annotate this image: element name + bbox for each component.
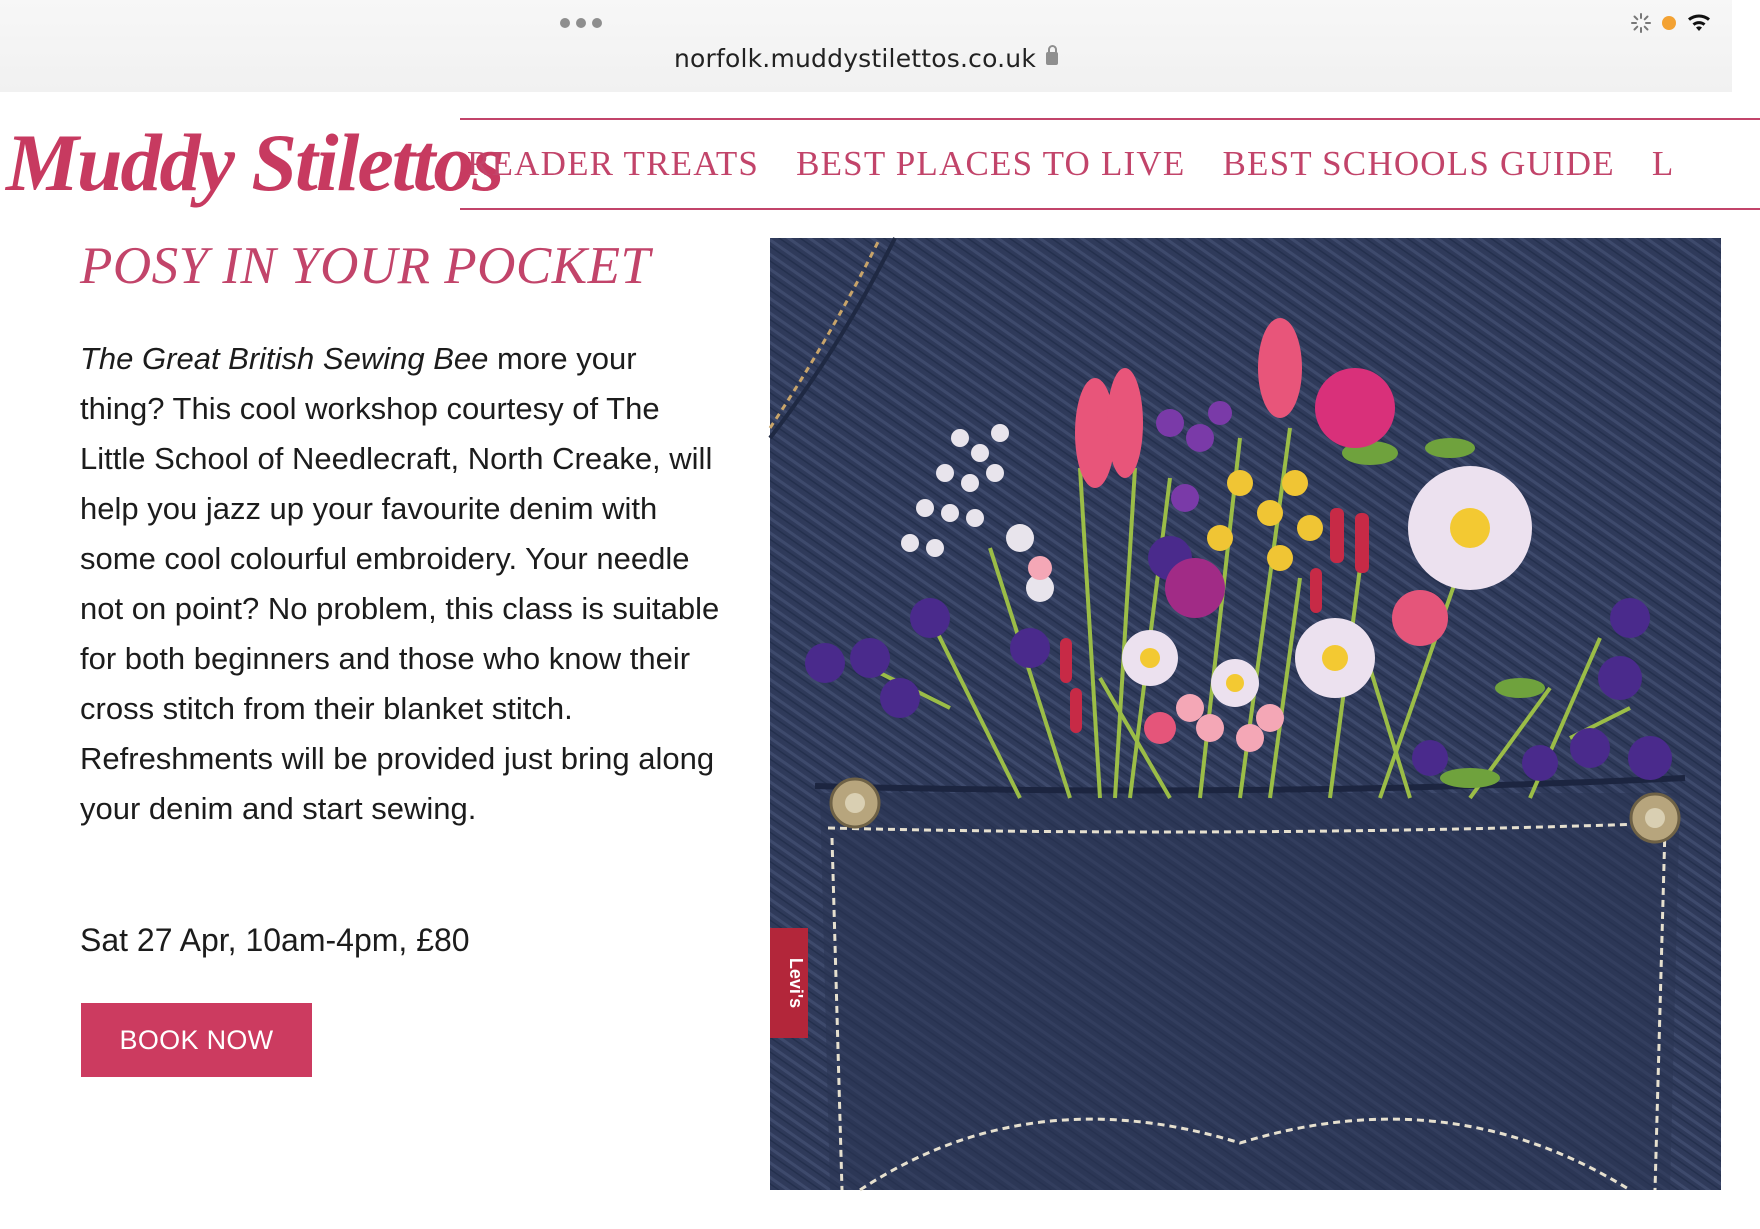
activity-spinner-icon bbox=[1630, 12, 1652, 34]
wifi-icon bbox=[1686, 13, 1712, 33]
logo-text: Muddy Stilettos bbox=[6, 117, 503, 208]
site-logo[interactable] bbox=[4, 108, 503, 226]
nav-best-places-to-live[interactable]: BEST PLACES TO LIVE bbox=[796, 144, 1186, 183]
embroidered-denim-photo bbox=[770, 238, 1721, 1190]
url-text: norfolk.muddystilettos.co.uk bbox=[673, 44, 1037, 73]
lock-icon bbox=[1046, 52, 1058, 65]
browser-toolbar bbox=[0, 0, 1732, 92]
event-details: Sat 27 Apr, 10am-4pm, £80 bbox=[80, 922, 470, 958]
tab-overview-dots-icon[interactable] bbox=[560, 18, 602, 28]
article-body-text: more your thing? This cool workshop courtesy of The Little School of Needlecraft, North Creake, will help you jazz up your favourite denim with some cool colourful embroidery. Your needle not on point? No problem, this class is suitable for both beginners and those who know their cross stitch from their blanket stitch. Refreshments will be provided just bring along your denim and start sewing. bbox=[80, 341, 720, 826]
book-now-button[interactable]: BOOK NOW bbox=[81, 1003, 312, 1077]
address-bar[interactable] bbox=[0, 44, 1732, 73]
article-body bbox=[80, 334, 720, 834]
recording-indicator bbox=[1662, 16, 1676, 30]
status-icons bbox=[1630, 12, 1712, 34]
main-nav bbox=[460, 118, 1760, 210]
article-title: POSY IN YOUR POCKET bbox=[80, 237, 651, 295]
logo-wordmark bbox=[4, 108, 503, 226]
nav-best-schools-guide[interactable]: BEST SCHOOLS GUIDE bbox=[1222, 144, 1615, 183]
levis-tab-label: Levi's bbox=[786, 957, 806, 1009]
show-title: The Great British Sewing Bee bbox=[80, 341, 489, 376]
nav-reader-treats[interactable]: READER TREATS bbox=[467, 144, 760, 183]
nav-more-item[interactable]: L bbox=[1651, 144, 1675, 183]
